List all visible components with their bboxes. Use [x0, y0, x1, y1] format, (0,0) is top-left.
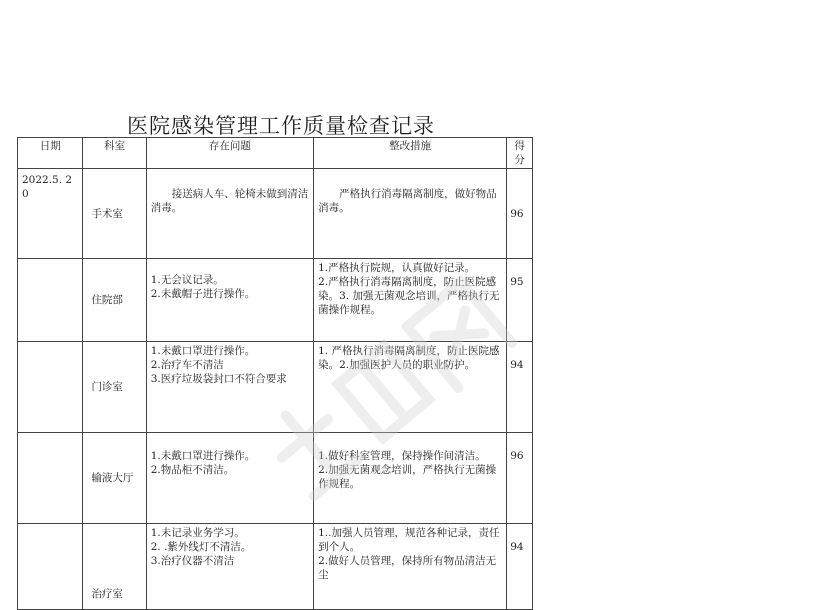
table-row: [18, 342, 533, 433]
fixes-cell: [314, 259, 507, 342]
issue-line: 1.未戴口罩进行操作。: [150, 450, 256, 462]
date-cell: 2022.5. 20: [18, 169, 83, 259]
header-fixes: 整改措施: [314, 138, 507, 169]
dept-cell: 手术室: [83, 169, 146, 259]
issue-line: 1.无会议记录。: [150, 274, 224, 286]
dept-cell: 治疗室: [83, 524, 146, 610]
fix-line: 2.严格执行消毒隔离制度，防止医院感染。3. 加强无菌观念培训，严格执行无菌操作规程。: [318, 276, 500, 316]
document-title: 医院感染管理工作质量检查记录: [127, 114, 435, 138]
issue-line: 接送病人车、轮椅未做到清洁消毒。: [150, 188, 309, 214]
issues-cell: [146, 259, 313, 342]
fix-line: 2.加强无菌观念培训，严格执行无菌操作规程。: [318, 464, 497, 490]
header-score: 得分: [507, 138, 533, 169]
fix-line: 1. 严格执行消毒隔离制度，防止医院感染。2.加强医护人员的职业防护。: [318, 345, 500, 371]
issue-line: 3.医疗垃圾袋封口不符合要求: [150, 373, 287, 385]
fixes-cell: [314, 169, 507, 259]
date-cell: [18, 259, 83, 342]
fix-line: 严格执行消毒隔离制度，做好物品消毒。: [318, 188, 497, 214]
header-date: 日期: [18, 138, 83, 169]
score-cell: 94: [507, 524, 533, 610]
header-dept: 科室: [83, 138, 146, 169]
dept-cell: 输液大厅: [83, 433, 146, 524]
issues-cell: [146, 524, 313, 610]
inspection-table: [17, 137, 533, 610]
score-cell: 96: [507, 433, 533, 524]
fix-line: 1.严格执行院规，认真做好记录。: [318, 262, 476, 274]
fix-line: 1.做好科室管理，保持操作间清洁。: [318, 450, 486, 462]
issue-line: 2.治疗车不清洁: [150, 359, 224, 371]
table-row: [18, 259, 533, 342]
header-issues: 存在问题: [146, 138, 313, 169]
table-row: [18, 169, 533, 259]
issue-line: 2.未戴帽子进行操作。: [150, 288, 256, 300]
table-row: [18, 524, 533, 610]
issue-line: 2. .紫外线灯不清洁。: [150, 541, 252, 553]
fixes-cell: [314, 524, 507, 610]
table-row: [18, 433, 533, 524]
issues-cell: [146, 433, 313, 524]
issue-line: 3.治疗仪器不清洁: [150, 555, 235, 567]
dept-cell: 住院部: [83, 259, 146, 342]
issue-line: 1.未记录业务学习。: [150, 527, 245, 539]
date-cell: [18, 342, 83, 433]
issues-cell: [146, 342, 313, 433]
issue-line: 1.未戴口罩进行操作。: [150, 345, 256, 357]
score-cell: 95: [507, 259, 533, 342]
table-header-row: [18, 138, 533, 169]
fixes-cell: [314, 342, 507, 433]
fix-line: 1..加强人员管理，规范各种记录，责任到个人。: [318, 527, 500, 553]
fixes-cell: [314, 433, 507, 524]
fix-line: 2.做好人员管理，保持所有物品清洁无尘: [318, 555, 497, 581]
score-cell: 94: [507, 342, 533, 433]
date-cell: [18, 524, 83, 610]
date-cell: [18, 433, 83, 524]
score-cell: 96: [507, 169, 533, 259]
dept-cell: 门诊室: [83, 342, 146, 433]
issues-cell: [146, 169, 313, 259]
issue-line: 2.物品柜不清洁。: [150, 464, 235, 476]
